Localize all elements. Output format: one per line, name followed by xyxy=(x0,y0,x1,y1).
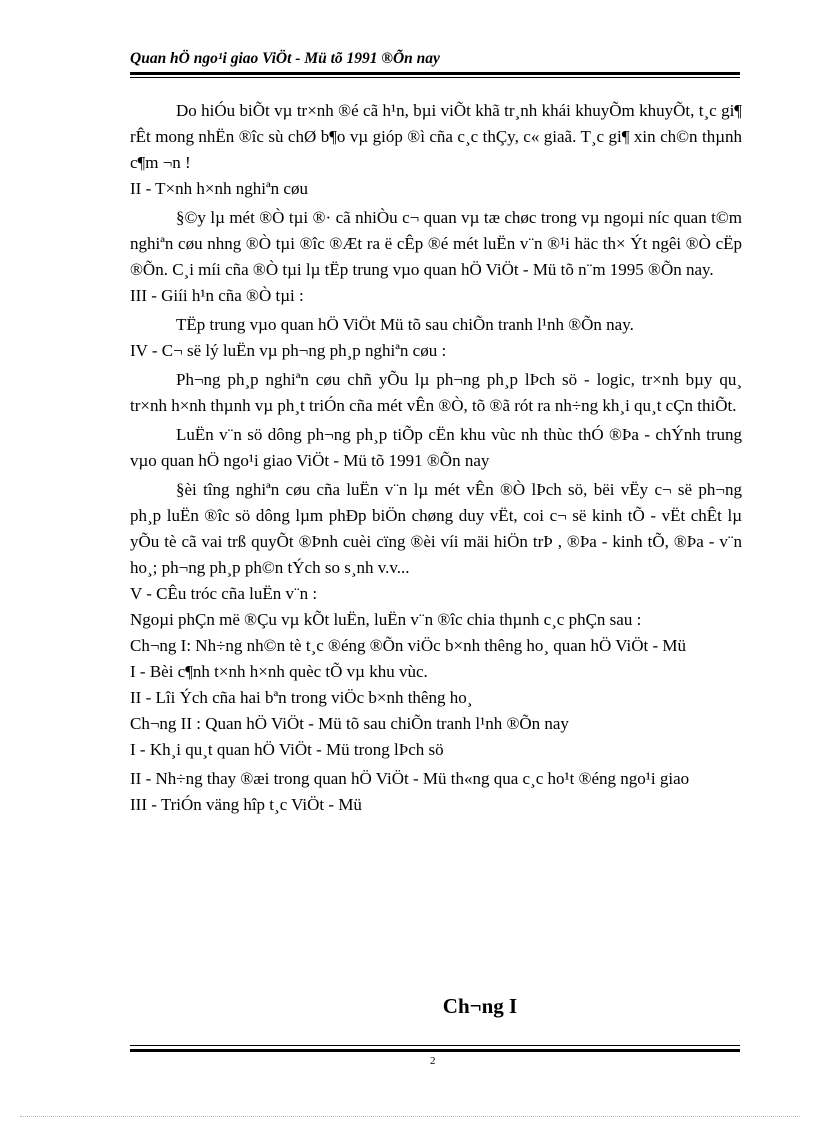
header-rule-thin xyxy=(130,77,740,78)
section-heading-scope: III - Giíi h¹n cña ®Ò tµi : xyxy=(130,286,304,305)
paragraph-methodology-2: LuËn v¨n sö dông ph¬ng ph¸p tiÕp cËn khu vùc nh thùc thÓ ®Þa - chÝnh trung vµo quan hÖ ngo¹i giao ViÖt - Mü tõ 1991 ®Õn nay xyxy=(130,425,742,470)
outline-chapter-1: Ch¬ng I: Nh÷ng nh©n tè t¸c ®éng ®Õn viÖc b×nh thêng ho¸ quan hÖ ViÖt - Mü xyxy=(130,636,687,655)
outline-item: II - Lîi Ých cña hai bªn trong viÖc b×nh thêng ho¸ xyxy=(130,688,473,707)
outline-item: I - Kh¸i qu¸t quan hÖ ViÖt - Mü trong lÞch sö xyxy=(130,740,444,759)
page-boundary-dots xyxy=(20,1116,800,1117)
header-rule-thick xyxy=(130,72,740,75)
outline-chapter-2: Ch¬ng II : Quan hÖ ViÖt - Mü tõ sau chiÕn tranh l¹nh ®Õn nay xyxy=(130,714,569,733)
section-heading-research-status: II - T×nh h×nh nghiªn cøu xyxy=(130,179,308,198)
footer-rule-thin xyxy=(130,1045,740,1046)
paragraph-methodology-1: Ph¬ng ph¸p nghiªn cøu chñ yÕu lµ ph¬ng ph¸p lÞch sö - logic, tr×nh bµy qu¸ tr×nh h×nh thµnh vµ ph¸t triÓn cña mét vÊn ®Ò, tõ ®ã rót ra nh÷ng kh¸i qu¸t cÇn thiÕt. xyxy=(130,370,742,415)
outline-item: I - Bèi c¶nh t×nh h×nh quèc tÕ vµ khu vùc. xyxy=(130,662,428,681)
section-heading-structure: V - CÊu tróc cña luËn v¨n : xyxy=(130,584,318,603)
paragraph-acknowledgement: Do hiÓu biÕt vµ tr×nh ®é cã h¹n, bµi viÕt khã tr¸nh khái khuyÕm khuyÕt, t¸c gi¶ rÊt mong nhËn ®îc sù chØ b¶o vµ gióp ®ì cña c¸c thÇy, c« giaã. T¸c gi¶ xin ch©n thµnh c¶m ¬n ! xyxy=(130,101,742,172)
outline-item: III - TriÓn väng hîp t¸c ViÖt - Mü xyxy=(130,795,362,814)
outline-item: II - Nh÷ng thay ®æi trong quan hÖ ViÖt - Mü th«ng qua c¸c ho¹t ®éng ngo¹i giao xyxy=(130,769,690,788)
structure-intro: Ngoµi phÇn më ®Çu vµ kÕt luËn, luËn v¨n ®îc chia thµnh c¸c phÇn sau : xyxy=(130,610,642,629)
running-header: Quan hÖ ngo¹i giao ViÖt - Mü tõ 1991 ®Õn nay xyxy=(130,50,440,67)
paragraph-research-status: §©y lµ mét ®Ò tµi ®· cã nhiÒu c¬ quan vµ tæ chøc trong vµ ngoµi níc quan t©m nghiªn cøu nhng ®Ò tµi ®îc ®Æt ra ë cÊp ®é mét luËn v¨n ®¹i häc th× Ýt ngêi ®Ò cËp ®Õn. C¸i míi cña ®Ò tµi lµ tËp trung vµo quan hÖ ViÖt - Mü tõ n¨m 1995 ®Õn nay. xyxy=(130,208,742,279)
document-body xyxy=(130,98,742,818)
paragraph-methodology-3: §èi tîng nghiªn cøu cña luËn v¨n lµ mét vÊn ®Ò lÞch sö, bëi vËy c¬ së ph¬ng ph¸p luËn ®îc sö dông lµm phÐp biÖn chøng duy vËt, coi c¬ së kinh tÕ - vËt chÊt lµ yÕu tè cã vai trß quyÕt ®Þnh cuèi cïng ®èi víi mäi hiÖn trÞ , ®Þa - kinh tÕ, ®Þa - v¨n ho¸; ph¬ng ph¸p ph©n tÝch so s¸nh v.v... xyxy=(130,480,742,577)
page-number: 2 xyxy=(430,1055,436,1067)
section-heading-methodology: IV - C¬ së lý luËn vµ ph¬ng ph¸p nghiªn cøu : xyxy=(130,341,447,360)
chapter-heading: Ch¬ng I xyxy=(442,994,518,1018)
paragraph-scope: TËp trung vµo quan hÖ ViÖt Mü tõ sau chiÕn tranh l¹nh ®Õn nay. xyxy=(176,315,634,334)
footer-rule-thick xyxy=(130,1049,740,1052)
